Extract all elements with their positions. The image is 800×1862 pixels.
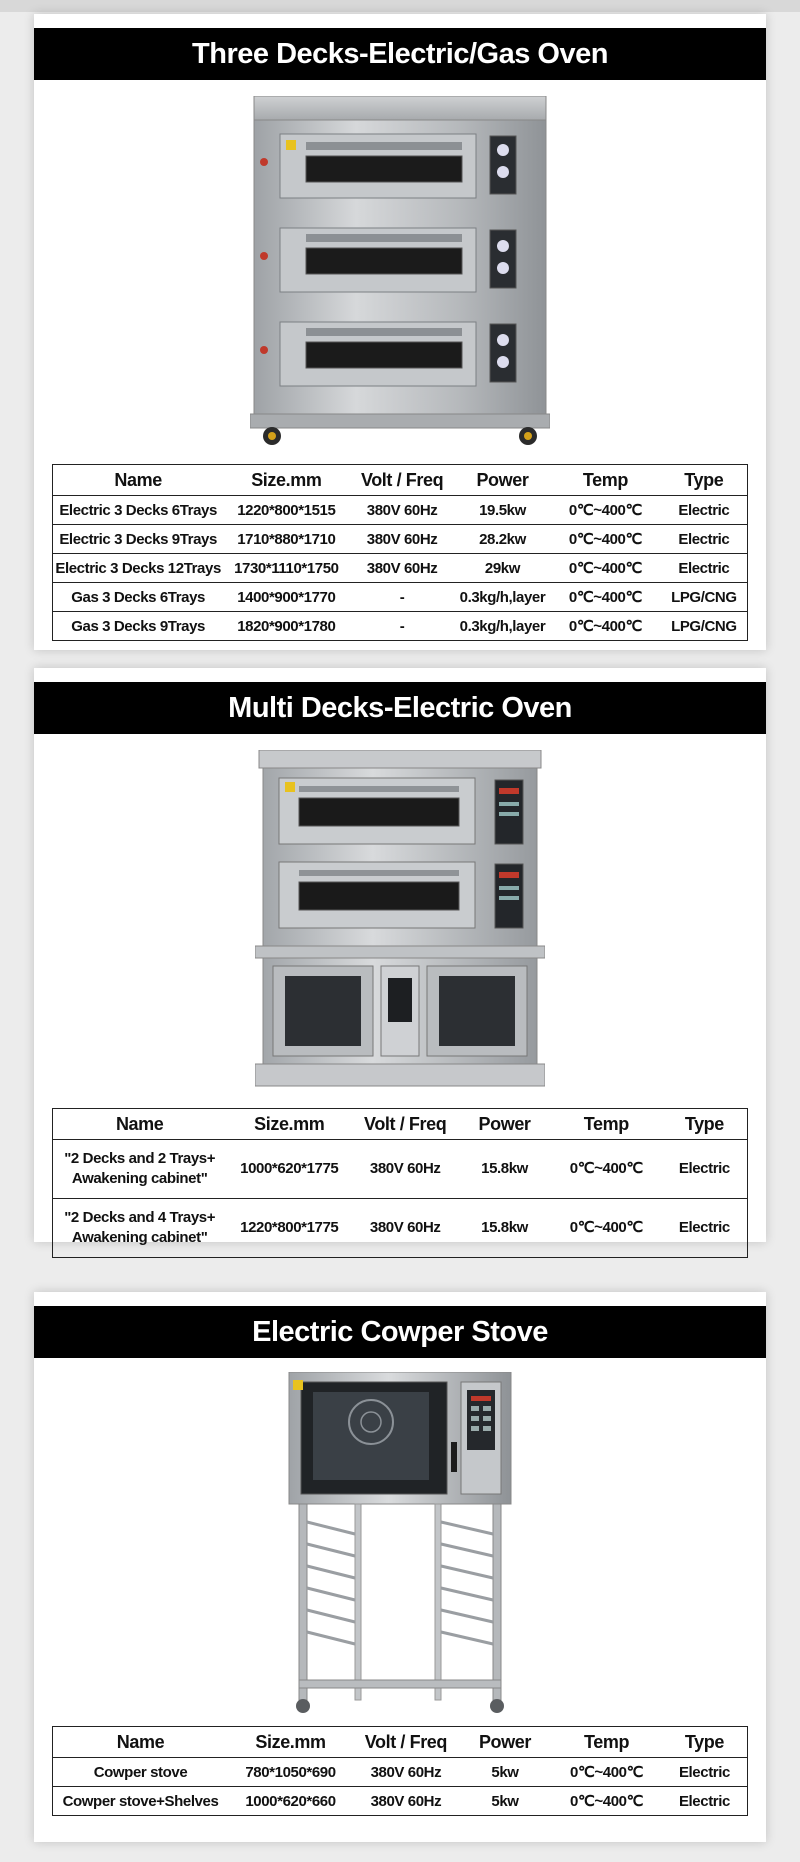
- spec-table: [52, 1108, 748, 1258]
- cell-name: Electric 3 Decks 12Trays: [53, 554, 224, 583]
- cell-type: Electric: [661, 496, 748, 525]
- header-temp: Temp: [551, 1727, 662, 1758]
- cell-type: Electric: [662, 1140, 748, 1199]
- cell-name: "2 Decks and 4 Trays+ Awakening cabinet": [53, 1199, 227, 1258]
- multi-deck-oven-image: [255, 750, 545, 1090]
- top-strip: [0, 0, 800, 12]
- header-size: Size.mm: [226, 1109, 352, 1140]
- cell-volt: 380V 60Hz: [349, 496, 454, 525]
- table-row: [53, 525, 748, 554]
- header-temp: Temp: [550, 465, 661, 496]
- table-row: [53, 496, 748, 525]
- cell-temp: 0℃~400℃: [550, 612, 661, 641]
- three-deck-oven-image: [250, 96, 550, 446]
- cell-power: 29kw: [455, 554, 550, 583]
- section-title: Electric Cowper Stove: [34, 1306, 766, 1358]
- cell-type: Electric: [662, 1199, 748, 1258]
- cell-power: 15.8kw: [458, 1140, 551, 1199]
- table-row: [53, 1787, 748, 1816]
- cell-size: 1000*620*1775: [226, 1140, 352, 1199]
- header-power: Power: [458, 1109, 551, 1140]
- cell-name: Electric 3 Decks 6Trays: [53, 496, 224, 525]
- section-title: Multi Decks-Electric Oven: [34, 682, 766, 734]
- cell-name: Cowper stove+Shelves: [53, 1787, 229, 1816]
- cell-volt: -: [349, 612, 454, 641]
- header-type: Type: [661, 465, 748, 496]
- convection-oven-image: [285, 1372, 515, 1716]
- table-row: [53, 554, 748, 583]
- cell-size: 780*1050*690: [228, 1758, 353, 1787]
- header-volt: Volt / Freq: [352, 1109, 458, 1140]
- cell-volt: 380V 60Hz: [353, 1787, 459, 1816]
- cell-size: 1220*800*1515: [223, 496, 349, 525]
- table-row: [53, 1140, 748, 1199]
- cell-power: 5kw: [459, 1758, 551, 1787]
- header-type: Type: [662, 1109, 748, 1140]
- cell-power: 0.3kg/h,layer: [455, 612, 550, 641]
- cell-power: 28.2kw: [455, 525, 550, 554]
- header-power: Power: [459, 1727, 551, 1758]
- cell-name: Gas 3 Decks 9Trays: [53, 612, 224, 641]
- spec-table: [52, 464, 748, 641]
- section-title: Three Decks-Electric/Gas Oven: [34, 28, 766, 80]
- header-name: Name: [53, 1727, 229, 1758]
- table-header-row: [53, 465, 748, 496]
- cell-temp: 0℃~400℃: [550, 525, 661, 554]
- header-name: Name: [53, 465, 224, 496]
- cell-volt: 380V 60Hz: [349, 525, 454, 554]
- cell-name: "2 Decks and 2 Trays+ Awakening cabinet": [53, 1140, 227, 1199]
- table-row: [53, 612, 748, 641]
- section-cowper-stove: [34, 1292, 766, 1842]
- cell-volt: -: [349, 583, 454, 612]
- cell-type: Electric: [662, 1758, 748, 1787]
- section-multi-decks: [34, 668, 766, 1246]
- table-row: [53, 1199, 748, 1258]
- table-header-row: [53, 1109, 748, 1140]
- cell-volt: 380V 60Hz: [353, 1758, 459, 1787]
- cell-size: 1400*900*1770: [223, 583, 349, 612]
- spec-table: [52, 1726, 748, 1816]
- cell-temp: 0℃~400℃: [550, 496, 661, 525]
- cell-name: Gas 3 Decks 6Trays: [53, 583, 224, 612]
- cell-type: LPG/CNG: [661, 612, 748, 641]
- cell-power: 0.3kg/h,layer: [455, 583, 550, 612]
- cell-temp: 0℃~400℃: [550, 583, 661, 612]
- cell-type: Electric: [661, 554, 748, 583]
- cell-power: 5kw: [459, 1787, 551, 1816]
- product-image-wrap: [34, 1372, 766, 1716]
- cell-name: Cowper stove: [53, 1758, 229, 1787]
- cell-volt: 380V 60Hz: [349, 554, 454, 583]
- header-volt: Volt / Freq: [349, 465, 454, 496]
- cell-size: 1730*1110*1750: [223, 554, 349, 583]
- header-volt: Volt / Freq: [353, 1727, 459, 1758]
- table-row: [53, 583, 748, 612]
- table-row: [53, 1758, 748, 1787]
- cell-size: 1710*880*1710: [223, 525, 349, 554]
- cell-size: 1000*620*660: [228, 1787, 353, 1816]
- cell-name: Electric 3 Decks 9Trays: [53, 525, 224, 554]
- header-type: Type: [662, 1727, 748, 1758]
- section-three-decks: [34, 14, 766, 650]
- header-temp: Temp: [551, 1109, 662, 1140]
- header-power: Power: [455, 465, 550, 496]
- cell-size: 1220*800*1775: [226, 1199, 352, 1258]
- cell-volt: 380V 60Hz: [352, 1140, 458, 1199]
- cell-type: Electric: [662, 1787, 748, 1816]
- cell-temp: 0℃~400℃: [551, 1758, 662, 1787]
- cell-size: 1820*900*1780: [223, 612, 349, 641]
- cell-type: Electric: [661, 525, 748, 554]
- cell-power: 19.5kw: [455, 496, 550, 525]
- cell-temp: 0℃~400℃: [551, 1199, 662, 1258]
- product-image-wrap: [34, 750, 766, 1090]
- cell-power: 15.8kw: [458, 1199, 551, 1258]
- cell-temp: 0℃~400℃: [550, 554, 661, 583]
- cell-temp: 0℃~400℃: [551, 1140, 662, 1199]
- product-image-wrap: [34, 96, 766, 446]
- table-header-row: [53, 1727, 748, 1758]
- cell-volt: 380V 60Hz: [352, 1199, 458, 1258]
- header-size: Size.mm: [223, 465, 349, 496]
- cell-temp: 0℃~400℃: [551, 1787, 662, 1816]
- header-size: Size.mm: [228, 1727, 353, 1758]
- cell-type: LPG/CNG: [661, 583, 748, 612]
- header-name: Name: [53, 1109, 227, 1140]
